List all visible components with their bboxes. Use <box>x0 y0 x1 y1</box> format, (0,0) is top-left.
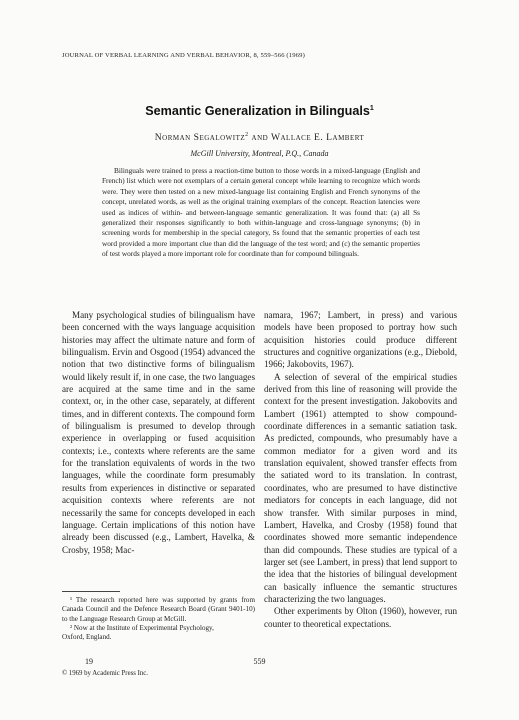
article-title <box>0 104 519 118</box>
body-column-left <box>62 309 255 556</box>
title-footnote-mark: 1 <box>369 104 374 112</box>
journal-header: JOURNAL OF VERBAL LEARNING AND VERBAL BEHAVIOR, 8, 559–566 (1969) <box>62 52 305 59</box>
footnote-divider <box>62 591 120 592</box>
author-1: Norman Segalowitz <box>154 132 246 144</box>
body-paragraph: Other experiments by Olton (1960), however, run counter to theoretical expectations. <box>264 606 457 629</box>
author-2: and Wallace E. Lambert <box>248 132 365 144</box>
body-paragraph: A selection of several of the empirical studies derived from this line of reasoning will provide the context for the present investigation. Jakobovits and Lambert (1961) attempted to show compound-coordinate differences in a semantic satiation task. As predicted, compounds, who presumably have a common mediator for a given word and its translation equivalent, showed transfer effects from the satiated word to its translation. In contrast, coordinates, who are presumed to have distinctive mediators for concepts in each language, did not show transfer. With similar purposes in mind, Lambert, Havelka, and Crosby (1958) found that coordinates showed more semantic independence than did compounds. These studies are typical of a larger set (see Lambert, in press) that lend support to the idea that the histories of bilingual development can basically influence the semantic structures characterizing the two languages. <box>264 371 457 604</box>
abstract: Bilinguals were trained to press a reaction-time button to those words in a mixed-language (English and French) list which were not exemplars of a certain general concept while learning to recognize which words were. They were then tested on a new mixed-language list containing English and French synonyms of the concept, unrelated words, as well as the original training exemplars of the concept. Reaction latencies were used as indices of within- and between-language semantic generalization. It was found that: (a) all Ss generalized their responses significantly to both within-language and cross-language synonyms; (b) in screening words for membership in the special category, Ss found that the semantic properties of each test word provided a more important clue than did the language of the test word; and (c) the semantic properties of test words played a more important role for coordinate than for compound bilinguals. <box>102 166 420 259</box>
page-number: 559 <box>253 657 266 666</box>
footnote-2: ² Now at the Institute of Experimental Psychology, <box>70 623 214 632</box>
footnote-2-continued: Oxford, England. <box>62 633 112 642</box>
author-footnote-mark: 2 <box>245 132 249 138</box>
footnote-1: ¹ The research reported here was supported by grants from Canada Council and the Defence Research Board (Grant 9401-10) to the Language Research Group at McGill. <box>62 596 255 623</box>
author-affiliation: McGill University, Montreal, P.Q., Canada <box>190 149 329 158</box>
body-column-right <box>264 309 457 630</box>
article-authors <box>0 132 519 143</box>
page-number-left: 19 <box>85 657 93 666</box>
body-paragraph: namara, 1967; Lambert, in press) and various models have been proposed to portray how such acquisition histories could produce different structures and cognitive organizations (e.g., Diebold, 1966; Jakobovits, 1967). <box>264 310 457 370</box>
article-title-text: Semantic Generalization in Bilinguals <box>145 104 370 118</box>
footnotes <box>62 596 255 642</box>
copyright-notice: © 1969 by Academic Press Inc. <box>62 670 148 677</box>
body-paragraph: Many psychological studies of bilingualism have been concerned with the ways language acquisition histories may affect the ultimate nature and form of bilingualism. Ervin and Osgood (1954) advanced the notion that two distinctive forms of bilingualism would likely result if, in one case, the two languages are acquired at the same time and in the same context, or, in the other case, separately, at different times, and in different contexts. The compound form of bilingualism is presumed to develop through experience in overlapping or fused acquisition contexts; i.e., contexts where referents are the same for the translation equivalents of words in the two languages, while the coordinate form presumably results from experiences in distinctive or separated acquisition contexts where referents are not necessarily the same for concepts developed in each language. Certain implications of this notion have already been discussed (e.g., Lambert, Havelka, & Crosby, 1958; Mac- <box>62 310 255 555</box>
